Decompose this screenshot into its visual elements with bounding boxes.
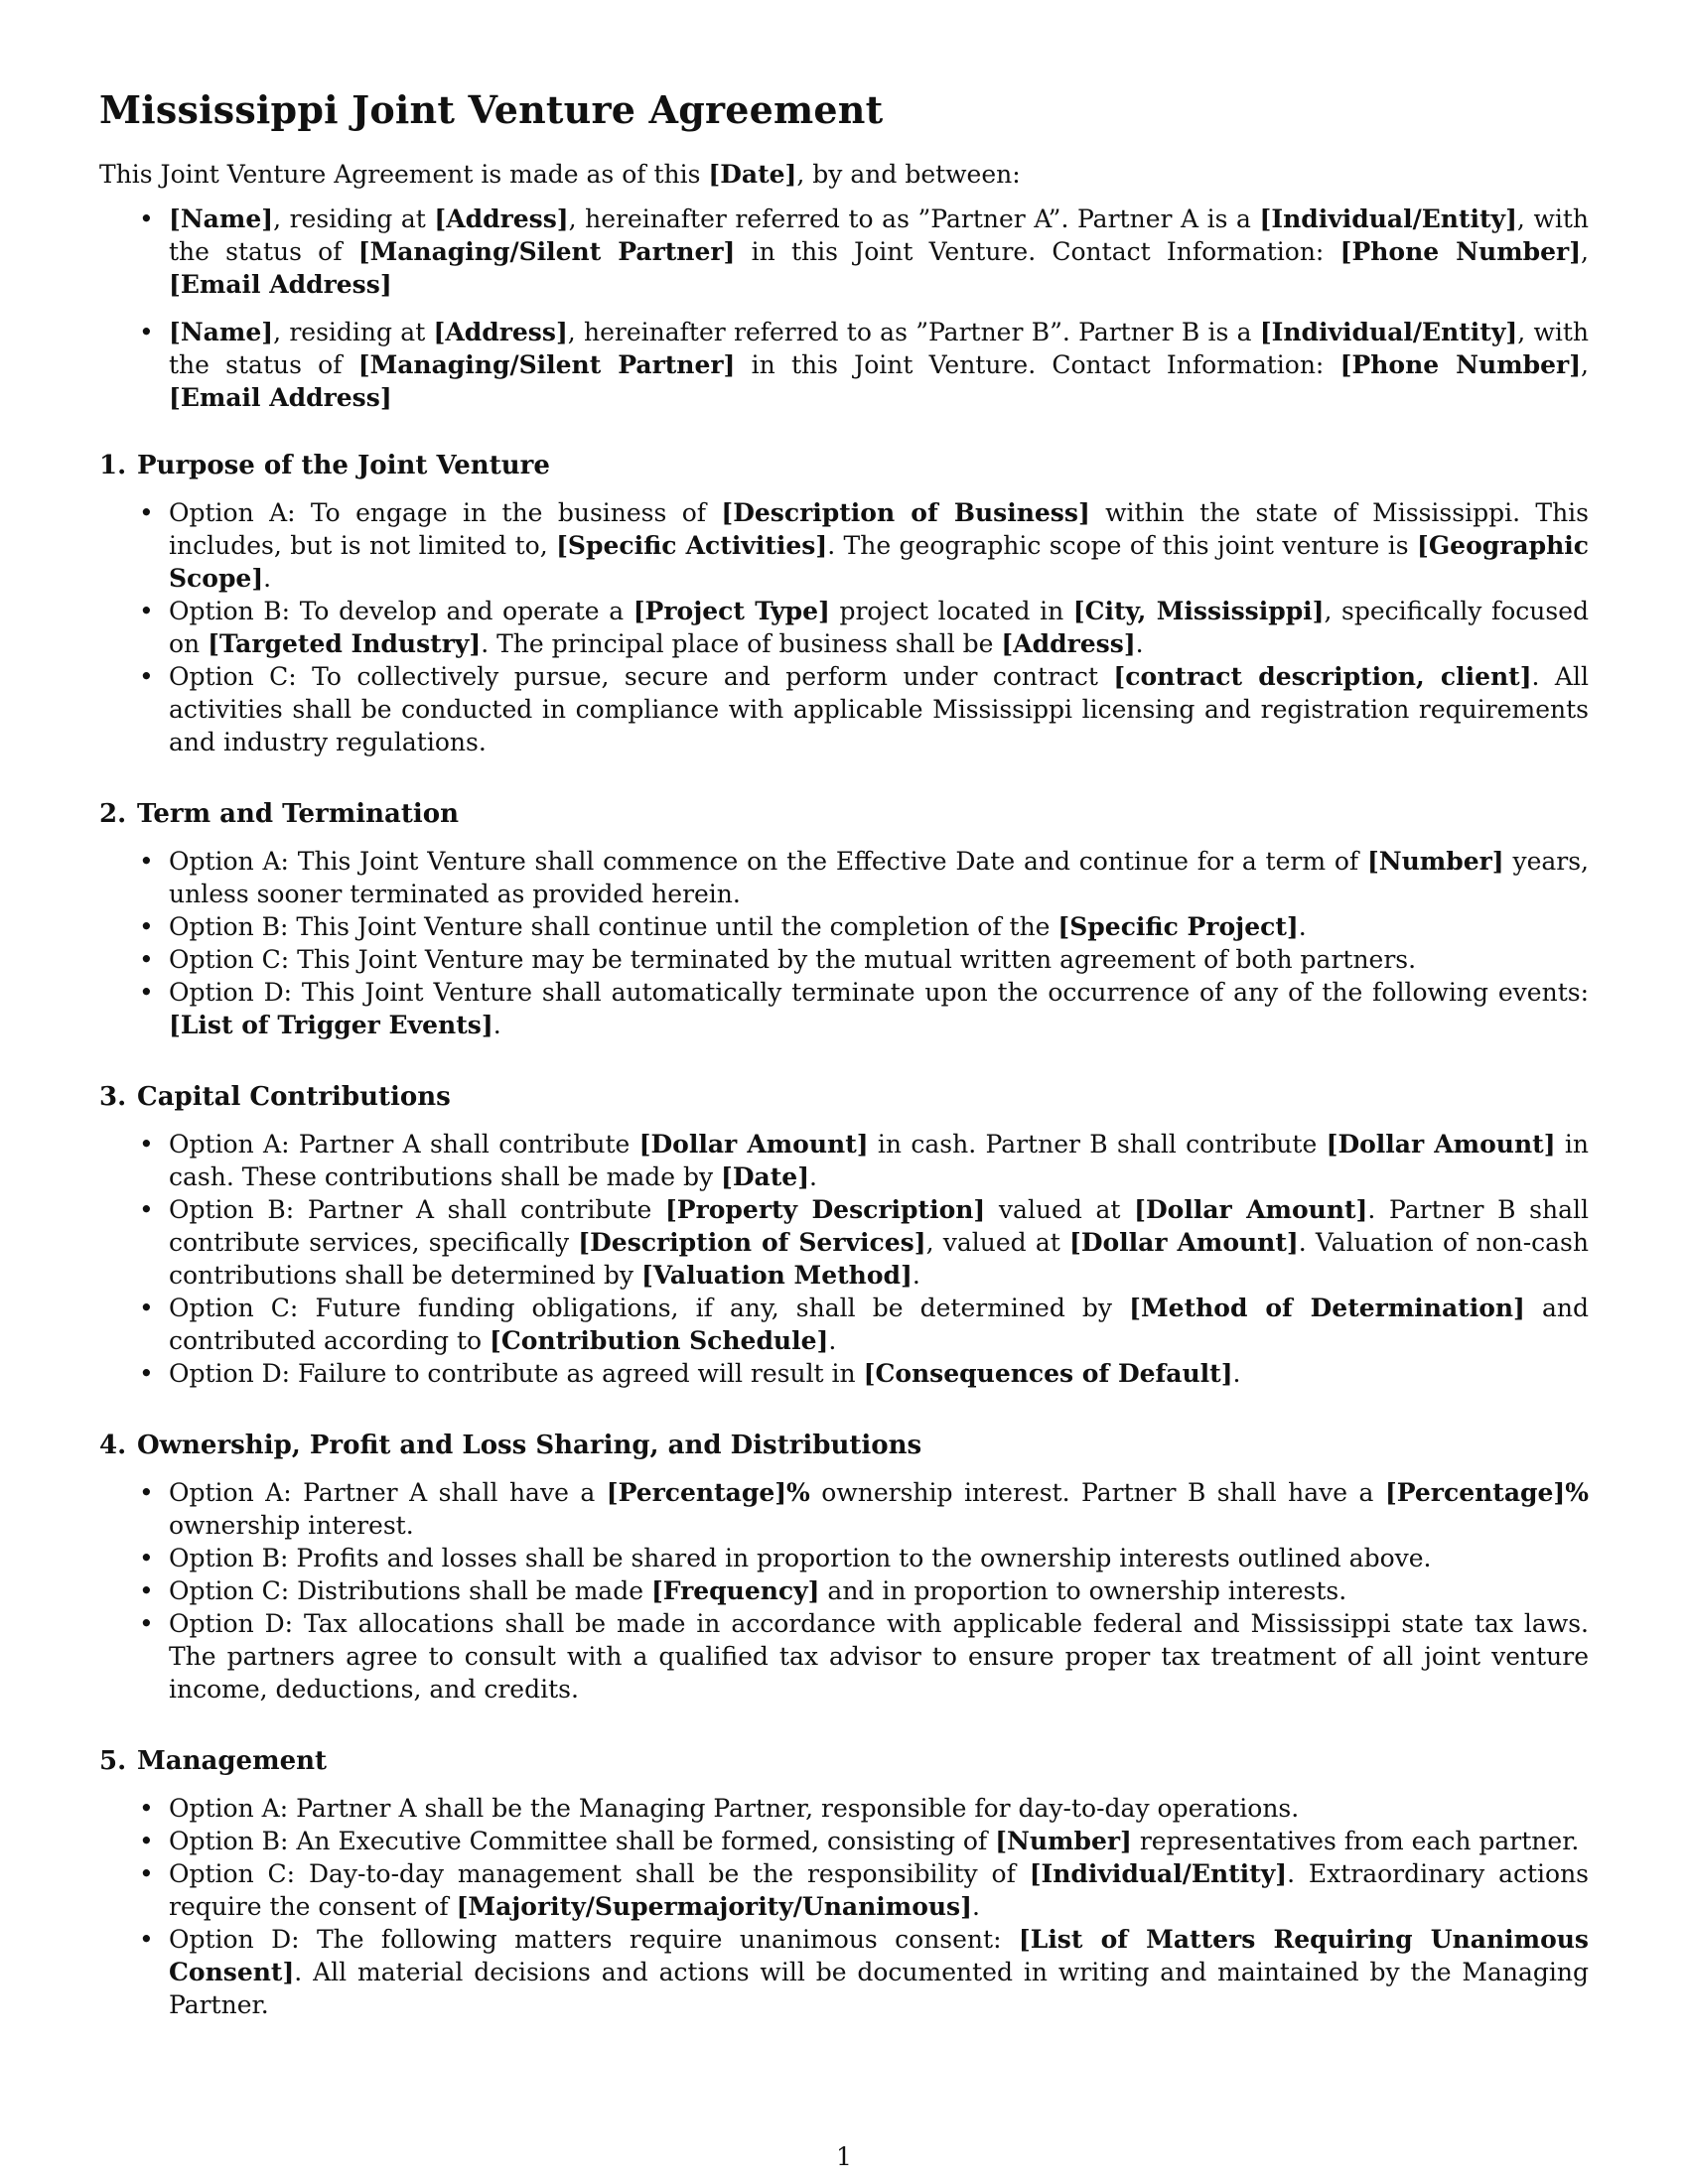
placeholder-field: [Name]: [169, 318, 274, 346]
placeholder-field: [Individual/Entity]: [1259, 205, 1517, 233]
text-run: representatives from each partner.: [1131, 1827, 1580, 1855]
option-item: [99, 1574, 1589, 1607]
placeholder-field: [Managing/Silent Partner]: [357, 350, 736, 379]
text-run: in cash. Partner B shall contribute: [868, 1130, 1327, 1159]
text-run: , specifically focused on: [169, 597, 1590, 658]
text-run: Option D: Tax allocations shall be made in accordance with applicable federal and Mississippi state tax laws. The partners agree to consult with a qualified tax advisor to ensure proper tax treatment of all joint venture income, deductions, and credits.: [169, 1609, 1589, 1704]
text-run: Option A: To engage in the business of: [169, 498, 722, 527]
option-item: [99, 1128, 1589, 1193]
placeholder-field: [Number]: [995, 1827, 1132, 1855]
text-run: Option C: To collectively pursue, secure and perform under contract: [169, 662, 1114, 691]
placeholder-field: [List of Trigger Events]: [169, 1011, 493, 1039]
text-run: , residing at: [273, 205, 435, 233]
text-run: Option C: Future funding obligations, if any, shall be determined by: [169, 1294, 1130, 1322]
intro-paragraph: [99, 158, 1589, 191]
option-item: [99, 660, 1589, 758]
placeholder-field: [Phone Number]: [1339, 237, 1582, 266]
text-run: .: [1298, 912, 1307, 941]
text-run: .: [912, 1261, 920, 1290]
section-heading: [99, 1745, 1589, 1778]
option-item: [99, 1476, 1589, 1542]
text-run: Option B: Partner A shall contribute: [169, 1195, 665, 1224]
placeholder-field: [City, Mississippi]: [1072, 597, 1325, 625]
section-options-list: [99, 496, 1589, 758]
option-item: [99, 1607, 1589, 1706]
text-run: ,: [1581, 350, 1589, 379]
section-number: 5.: [99, 1746, 127, 1776]
text-run: .: [1135, 629, 1144, 658]
text-run: in this Joint Venture. Contact Information:: [735, 237, 1340, 266]
text-run: Option B: To develop and operate a: [169, 597, 633, 625]
placeholder-field: [Number]: [1366, 847, 1504, 876]
text-run: . Partner B shall contribute services, specifically: [169, 1195, 1589, 1257]
placeholder-field: [Consequences of Default]: [863, 1359, 1233, 1388]
placeholder-field: [Dollar Amount]: [1134, 1195, 1368, 1224]
text-run: , with the status of: [169, 205, 1589, 266]
text-run: Option C: Day-to-day management shall be the responsibility of: [169, 1859, 1030, 1888]
text-run: , by and between:: [796, 160, 1021, 189]
text-run: Option C: Distributions shall be made: [169, 1576, 651, 1605]
section-title: Purpose of the Joint Venture: [137, 451, 550, 480]
section-title: Term and Termination: [137, 799, 460, 829]
placeholder-field: [Majority/Supermajority/Unanimous]: [456, 1892, 972, 1921]
text-run: Option A: This Joint Venture shall commence on the Effective Date and continue for a term of: [169, 847, 1367, 876]
text-run: , hereinafter referred to as ”Partner B”. Partner B is a: [567, 318, 1260, 346]
text-run: Option A: Partner A shall contribute: [169, 1130, 639, 1159]
text-run: .: [263, 564, 272, 593]
text-run: and in proportion to ownership interests.: [819, 1576, 1347, 1605]
section-heading: [99, 1081, 1589, 1114]
text-run: within the state of Mississippi. This includes, but is not limited to,: [169, 498, 1589, 560]
section-number: 1.: [99, 451, 127, 480]
text-run: Option D: This Joint Venture shall automatically terminate upon the occurrence of any of the following events:: [169, 978, 1589, 1007]
placeholder-field: [Description of Business]: [721, 498, 1090, 527]
text-run: in cash. These contributions shall be made by: [169, 1130, 1589, 1191]
text-run: Option D: The following matters require unanimous consent:: [169, 1925, 1019, 1954]
text-run: This Joint Venture Agreement is made as of this: [99, 160, 709, 189]
text-run: project located in: [829, 597, 1073, 625]
placeholder-field: [contract description, client]: [1113, 662, 1532, 691]
option-item: [99, 1857, 1589, 1923]
text-run: .: [809, 1162, 817, 1191]
placeholder-field: [Name]: [169, 205, 274, 233]
placeholder-field: [Dollar Amount]: [1326, 1130, 1556, 1159]
placeholder-field: [Specific Activities]: [556, 531, 828, 560]
section-options-list: [99, 1476, 1589, 1706]
placeholder-field: [Date]: [721, 1162, 810, 1191]
text-run: . The principal place of business shall be: [481, 629, 1002, 658]
sections-container: [99, 450, 1589, 2021]
placeholder-field: [Address]: [433, 318, 568, 346]
placeholder-field: [Date]: [708, 160, 797, 189]
section-heading: [99, 450, 1589, 482]
placeholder-field: [Managing/Silent Partner]: [357, 237, 736, 266]
option-item: [99, 910, 1589, 943]
placeholder-field: [Percentage]%: [1384, 1478, 1589, 1507]
text-run: years, unless sooner terminated as provided herein.: [169, 847, 1589, 908]
option-item: [99, 943, 1589, 976]
option-item: [99, 595, 1589, 660]
option-item: [99, 976, 1589, 1041]
text-run: ownership interest.: [169, 1511, 414, 1540]
text-run: , residing at: [273, 318, 434, 346]
placeholder-field: [Description of Services]: [578, 1228, 926, 1257]
placeholder-field: [Dollar Amount]: [638, 1130, 869, 1159]
text-run: and contributed according to: [169, 1294, 1589, 1355]
text-run: ownership interest. Partner B shall have a: [809, 1478, 1385, 1507]
text-run: valued at: [985, 1195, 1135, 1224]
text-run: in this Joint Venture. Contact Information:: [735, 350, 1340, 379]
document-page: [99, 87, 1589, 2021]
text-run: , with the status of: [169, 318, 1590, 379]
placeholder-field: [Address]: [1001, 629, 1136, 658]
placeholder-field: [Property Description]: [664, 1195, 986, 1224]
option-item: [99, 1292, 1589, 1357]
option-item: [99, 1792, 1589, 1825]
placeholder-field: [Valuation Method]: [640, 1261, 913, 1290]
text-run: . Valuation of non-cash contributions shall be determined by: [169, 1228, 1589, 1290]
party-a-item: [99, 203, 1589, 301]
text-run: .: [1232, 1359, 1241, 1388]
placeholder-field: [Contribution Schedule]: [490, 1326, 829, 1355]
option-item: [99, 1923, 1589, 2021]
text-run: Option D: Failure to contribute as agreed will result in: [169, 1359, 864, 1388]
document-title: Mississippi Joint Venture Agreement: [99, 87, 884, 132]
text-run: .: [971, 1892, 980, 1921]
text-run: , hereinafter referred to as ”Partner A”. Partner A is a: [568, 205, 1260, 233]
text-run: . Extraordinary actions require the consent of: [169, 1859, 1589, 1921]
placeholder-field: [Method of Determination]: [1129, 1294, 1525, 1322]
text-run: ,: [1581, 237, 1589, 266]
section-options-list: [99, 1792, 1589, 2021]
text-run: Option B: Profits and losses shall be shared in proportion to the ownership interests outlined above.: [169, 1544, 1432, 1572]
placeholder-field: [Email Address]: [169, 383, 392, 412]
text-run: . The geographic scope of this joint venture is: [827, 531, 1417, 560]
section-options-list: [99, 1128, 1589, 1390]
placeholder-field: [Targeted Industry]: [208, 629, 482, 658]
option-item: [99, 496, 1589, 595]
section-options-list: [99, 845, 1589, 1041]
section-title: Management: [137, 1746, 328, 1776]
section-number: 2.: [99, 799, 127, 829]
placeholder-field: [Address]: [434, 205, 569, 233]
placeholder-field: [Phone Number]: [1339, 350, 1582, 379]
placeholder-field: [Individual/Entity]: [1029, 1859, 1288, 1888]
placeholder-field: [Geographic Scope]: [169, 531, 1589, 593]
party-b-item: [99, 316, 1589, 414]
placeholder-field: [Percentage]%: [606, 1478, 810, 1507]
section-number: 4.: [99, 1431, 127, 1460]
section-number: 3.: [99, 1082, 127, 1112]
placeholder-field: [Frequency]: [650, 1576, 820, 1605]
text-run: .: [828, 1326, 837, 1355]
section-heading: [99, 1430, 1589, 1462]
placeholder-field: [List of Matters Requiring Unanimous Consent]: [169, 1925, 1590, 1986]
text-run: . All activities shall be conducted in compliance with applicable Mississippi licensing and registration requirements and industry regulations.: [169, 662, 1589, 756]
section-title: Capital Contributions: [137, 1082, 451, 1112]
section-title: Ownership, Profit and Loss Sharing, and Distributions: [137, 1431, 922, 1460]
page-number: 1: [836, 2142, 852, 2171]
placeholder-field: [Individual/Entity]: [1259, 318, 1518, 346]
option-item: [99, 1825, 1589, 1857]
text-run: Option C: This Joint Venture may be terminated by the mutual written agreement of both partners.: [169, 945, 1417, 974]
placeholder-field: [Project Type]: [633, 597, 830, 625]
text-run: , valued at: [925, 1228, 1069, 1257]
option-item: [99, 845, 1589, 910]
placeholder-field: [Email Address]: [169, 270, 392, 299]
text-run: . All material decisions and actions will be documented in writing and maintained by the Managing Partner.: [169, 1958, 1589, 2019]
placeholder-field: [Dollar Amount]: [1068, 1228, 1299, 1257]
text-run: Option B: This Joint Venture shall continue until the completion of the: [169, 912, 1058, 941]
parties-list: [99, 203, 1589, 414]
option-item: [99, 1357, 1589, 1390]
text-run: Option A: Partner A shall be the Managing Partner, responsible for day-to-day operations.: [169, 1794, 1300, 1823]
text-run: Option B: An Executive Committee shall be formed, consisting of: [169, 1827, 996, 1855]
text-run: .: [492, 1011, 501, 1039]
text-run: Option A: Partner A shall have a: [169, 1478, 607, 1507]
option-item: [99, 1542, 1589, 1574]
option-item: [99, 1193, 1589, 1292]
placeholder-field: [Specific Project]: [1057, 912, 1299, 941]
section-heading: [99, 798, 1589, 831]
